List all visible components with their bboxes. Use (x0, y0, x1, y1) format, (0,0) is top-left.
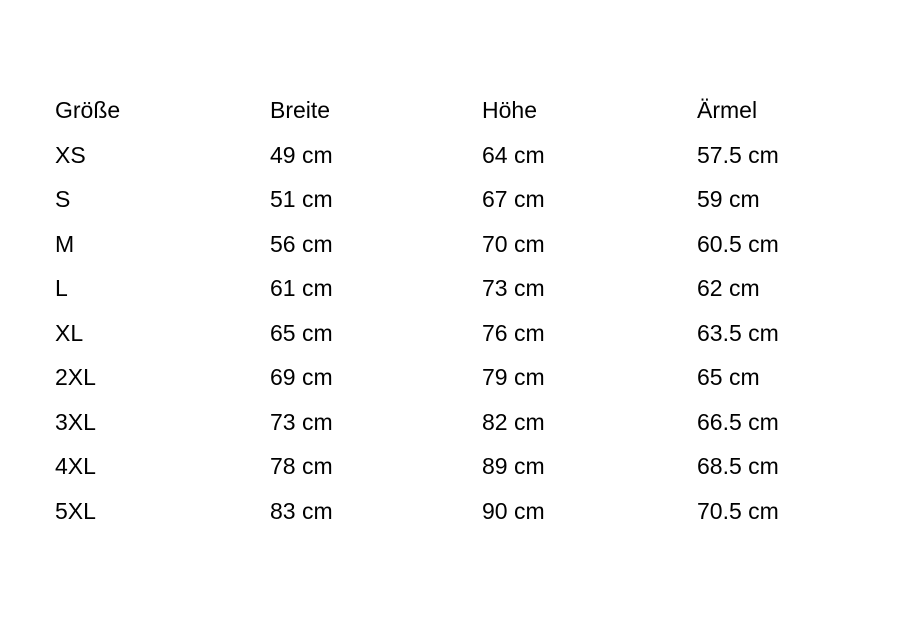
column-header-sleeve: Ärmel (697, 97, 758, 123)
cell-width: 69 cm (270, 364, 333, 390)
cell-size: 3XL (55, 408, 96, 435)
cell-height: 70 cm (482, 230, 545, 257)
cell-width: 65 cm (270, 319, 333, 346)
cell-sleeve: 68.5 cm (697, 453, 779, 479)
table-row (55, 222, 835, 267)
cell-height: 73 cm (482, 275, 545, 301)
column-header-size: Größe (55, 97, 121, 123)
cell-size: XS (55, 141, 86, 168)
table-row (55, 311, 835, 356)
cell-size: L (55, 275, 68, 301)
cell-size: XL (55, 319, 84, 346)
cell-height: 76 cm (482, 319, 545, 346)
table-header (55, 88, 835, 133)
cell-size: M (55, 230, 75, 257)
cell-sleeve: 57.5 cm (697, 141, 779, 168)
table-row (55, 133, 835, 178)
size-chart (55, 88, 855, 533)
table-header-row (55, 88, 835, 133)
cell-width: 61 cm (270, 275, 333, 301)
size-table (55, 88, 835, 533)
table-row (55, 177, 835, 222)
cell-height: 79 cm (482, 364, 545, 390)
table-body (55, 133, 835, 534)
cell-height: 82 cm (482, 408, 545, 435)
cell-sleeve: 66.5 cm (697, 408, 779, 435)
cell-width: 51 cm (270, 186, 333, 212)
cell-size: 2XL (55, 364, 96, 390)
table-row (55, 266, 835, 311)
column-header-height: Höhe (482, 97, 537, 123)
cell-sleeve: 65 cm (697, 364, 760, 390)
cell-size: S (55, 186, 71, 212)
cell-height: 67 cm (482, 186, 545, 212)
cell-sleeve: 60.5 cm (697, 230, 779, 257)
table-row (55, 444, 835, 489)
cell-sleeve: 59 cm (697, 186, 760, 212)
cell-size: 4XL (55, 453, 96, 479)
cell-width: 73 cm (270, 408, 333, 435)
cell-height: 89 cm (482, 453, 545, 479)
cell-sleeve: 62 cm (697, 275, 760, 301)
cell-width: 49 cm (270, 141, 333, 168)
cell-width: 83 cm (270, 497, 333, 524)
table-row (55, 355, 835, 400)
cell-width: 78 cm (270, 453, 333, 479)
column-header-width: Breite (270, 97, 331, 123)
cell-sleeve: 70.5 cm (697, 497, 779, 524)
cell-width: 56 cm (270, 230, 333, 257)
cell-sleeve: 63.5 cm (697, 319, 779, 346)
cell-height: 90 cm (482, 497, 545, 524)
table-row (55, 400, 835, 445)
cell-height: 64 cm (482, 141, 545, 168)
table-row (55, 489, 835, 534)
cell-size: 5XL (55, 497, 96, 524)
